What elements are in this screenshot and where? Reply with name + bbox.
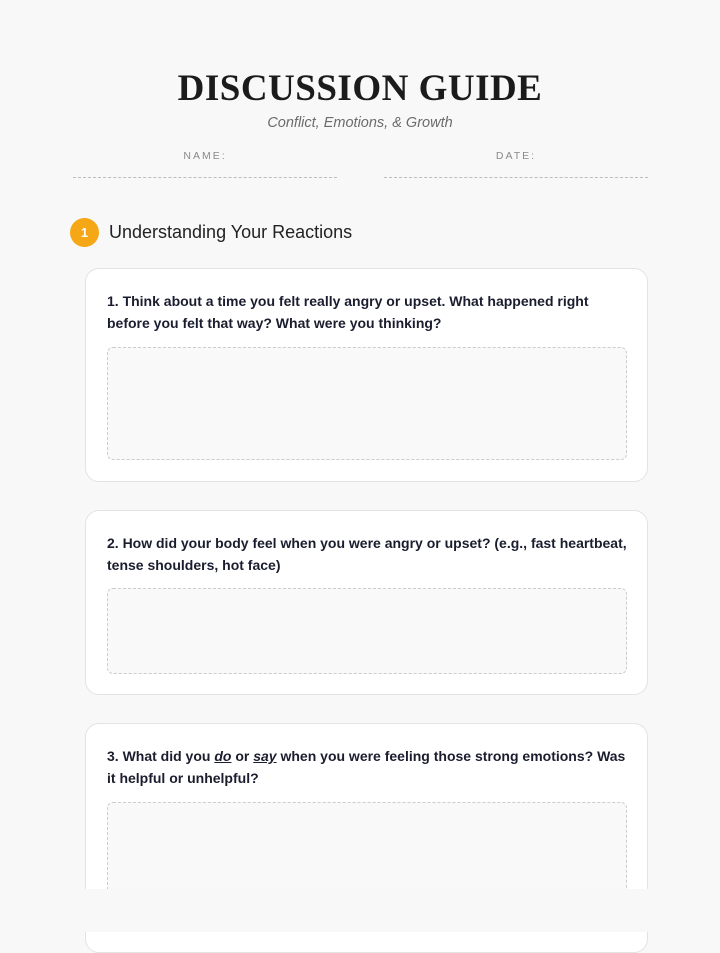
date-field[interactable] bbox=[384, 150, 648, 178]
question-3-connector: or bbox=[231, 748, 254, 764]
section-title: Understanding Your Reactions bbox=[109, 222, 353, 242]
name-label: NAME: bbox=[183, 150, 227, 162]
question-card-1 bbox=[85, 268, 648, 482]
answer-box-1[interactable] bbox=[107, 347, 627, 460]
page-subtitle: Conflict, Emotions, & Growth bbox=[267, 115, 453, 131]
date-label: DATE: bbox=[495, 150, 537, 162]
answer-box-2[interactable] bbox=[107, 588, 627, 674]
section-header bbox=[70, 218, 352, 247]
question-3-prefix: 3. What did you bbox=[107, 748, 215, 764]
question-3-text bbox=[107, 745, 632, 789]
page-bottom-edge bbox=[0, 889, 720, 932]
question-3-emphasis-say: say bbox=[253, 748, 277, 764]
name-field[interactable] bbox=[73, 150, 337, 178]
name-input-line[interactable] bbox=[73, 177, 337, 178]
question-card-2 bbox=[85, 510, 648, 695]
question-3-emphasis-do: do bbox=[214, 748, 232, 764]
question-2-text: 2. How did your body feel when you were angry or upset? (e.g., fast heartbeat, tense shoulders, hot face) bbox=[107, 535, 627, 573]
question-1-text: 1. Think about a time you felt really angry or upset. What happened right before you felt that way? What were you thinking? bbox=[107, 293, 589, 331]
section-number-badge: 1 bbox=[70, 218, 99, 247]
question-3-suffix: when you were feeling those strong emotions? Was it helpful or unhelpful? bbox=[107, 748, 626, 786]
date-input-line[interactable] bbox=[384, 177, 648, 178]
page-title: DISCUSSION GUIDE bbox=[177, 68, 543, 109]
